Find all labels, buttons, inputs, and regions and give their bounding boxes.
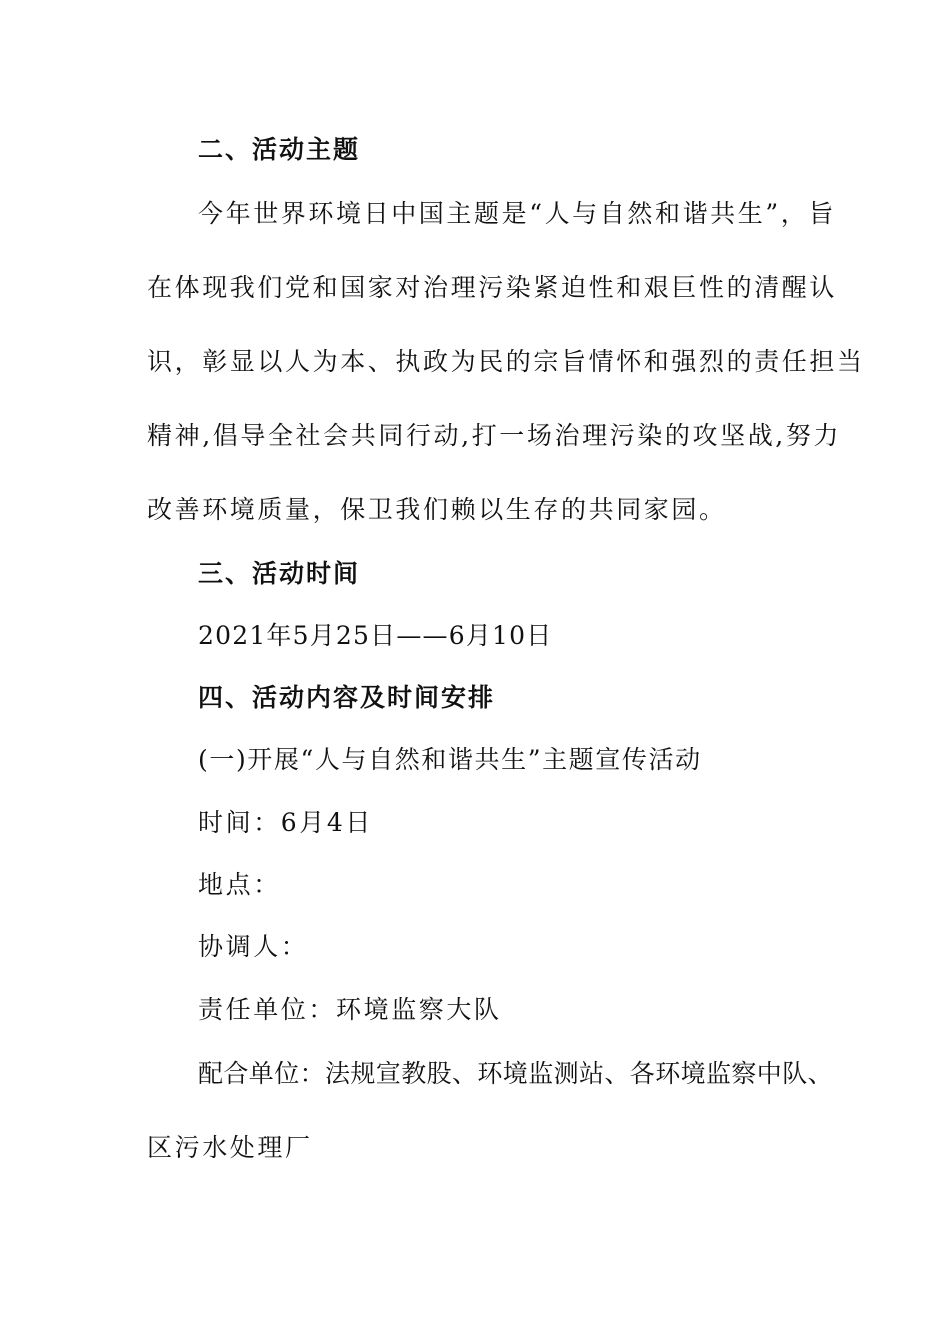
item-1-cooperating-units-line-1: 配合单位：法规宣教股、环境监测站、各环境监察中队、 — [198, 1059, 834, 1088]
item-1-coordinator: 协调人： — [198, 932, 309, 961]
item-1-cooperating-units-line-2: 区污水处理厂 — [147, 1133, 313, 1162]
theme-paragraph-line-3: 识，彰显以人为本、执政为民的宗旨情怀和强烈的责任担当 — [147, 347, 865, 376]
section-heading-time: 三、活动时间 — [198, 559, 361, 588]
section-heading-content-schedule: 四、活动内容及时间安排 — [198, 683, 496, 712]
item-1-time: 时间：6月4日 — [198, 808, 374, 837]
theme-paragraph-line-4: 精神,倡导全社会共同行动,打一场治理污染的攻坚战,努力 — [147, 421, 842, 450]
section-heading-theme: 二、活动主题 — [198, 135, 361, 164]
item-1-location: 地点： — [198, 870, 281, 899]
theme-paragraph-line-1: 今年世界环境日中国主题是“人与自然和谐共生”，旨 — [198, 199, 836, 228]
theme-paragraph-line-2: 在体现我们党和国家对治理污染紧迫性和艰巨性的清醒认 — [147, 273, 838, 302]
theme-paragraph-line-5: 改善环境质量，保卫我们赖以生存的共同家园。 — [147, 495, 727, 524]
activity-date-range: 2021年5月25日——6月10日 — [198, 621, 553, 650]
item-1-title: (一)开展“人与自然和谐共生”主题宣传活动 — [198, 745, 702, 774]
item-1-responsible-unit: 责任单位：环境监察大队 — [198, 995, 502, 1024]
